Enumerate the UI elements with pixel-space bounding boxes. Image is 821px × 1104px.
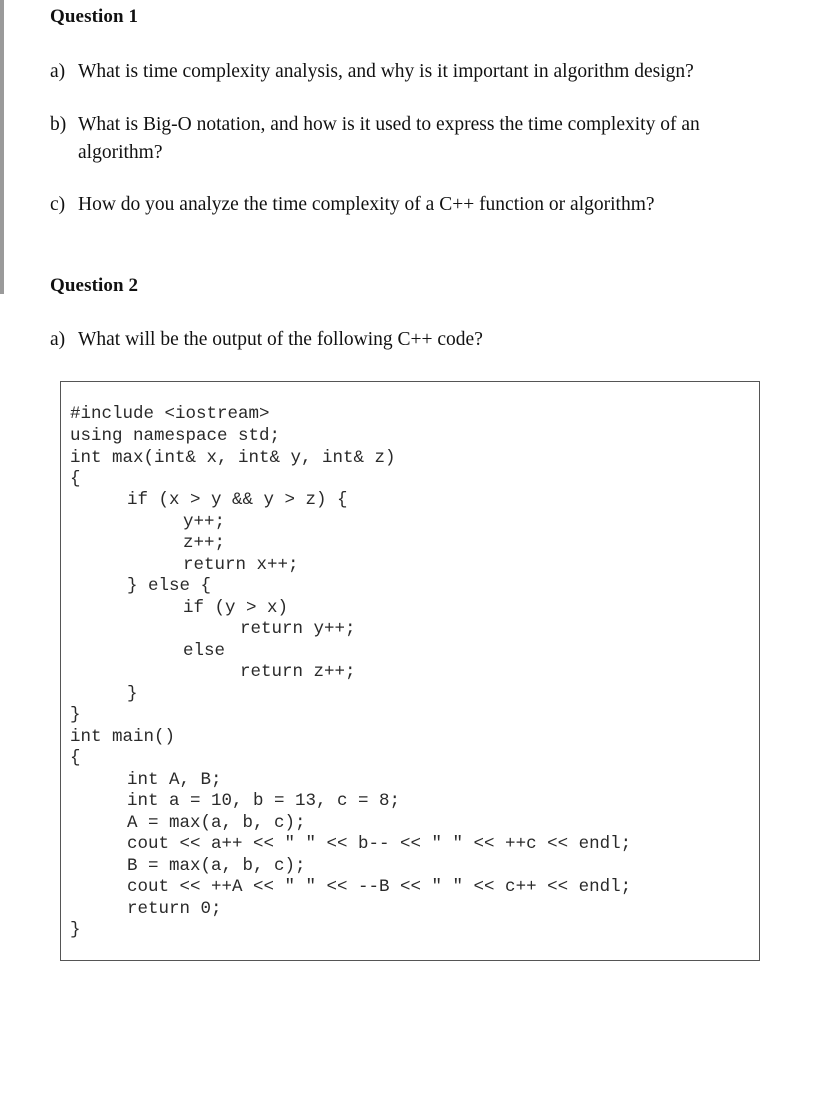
code-line: int a = 10, b = 13, c = 8; xyxy=(127,791,401,811)
code-listing-box xyxy=(60,381,760,961)
code-line: int main() xyxy=(70,727,176,747)
code-line: return y++; xyxy=(240,619,356,639)
code-line: return x++; xyxy=(183,555,299,575)
question-2a xyxy=(50,326,780,354)
code-line: B = max(a, b, c); xyxy=(127,856,306,876)
code-line: return 0; xyxy=(127,899,222,919)
question-1a xyxy=(50,58,780,86)
code-line: y++; xyxy=(183,512,226,532)
code-line: int A, B; xyxy=(127,770,222,790)
code-line: } xyxy=(70,920,81,940)
code-line: cout << a++ << " " << b-- << " " << ++c << endl; xyxy=(127,834,632,854)
code-line: if (x > y && y > z) { xyxy=(127,490,348,510)
code-line: } else { xyxy=(127,576,212,596)
code-line: A = max(a, b, c); xyxy=(127,813,306,833)
question-1a-text: What is time complexity analysis, and why is it important in algorithm design? xyxy=(78,61,694,82)
question-1a-label: a) xyxy=(50,61,66,82)
page-edge-bar xyxy=(0,0,4,294)
question-2-heading: Question 2 xyxy=(50,275,139,296)
question-1b-text: What is Big-O notation, and how is it used to express the time complexity of an algorithm? xyxy=(78,114,700,163)
question-1c-text: How do you analyze the time complexity of a C++ function or algorithm? xyxy=(78,194,655,215)
code-line: } xyxy=(127,684,138,704)
question-1c xyxy=(50,191,780,219)
code-line: z++; xyxy=(183,533,226,553)
question-2a-text: What will be the output of the following C++ code? xyxy=(78,329,483,350)
question-2a-label: a) xyxy=(50,329,66,350)
code-line: #include <iostream> xyxy=(70,404,270,424)
question-1b xyxy=(50,111,780,167)
code-line: } xyxy=(70,705,81,725)
code-line: using namespace std; xyxy=(70,426,281,446)
code-line: else xyxy=(183,641,226,661)
code-line: { xyxy=(70,748,81,768)
code-line: return z++; xyxy=(240,662,356,682)
code-line: cout << ++A << " " << --B << " " << c++ << endl; xyxy=(127,877,632,897)
question-1c-label: c) xyxy=(50,194,66,215)
question-1-heading: Question 1 xyxy=(50,6,139,27)
code-line: if (y > x) xyxy=(183,598,289,618)
code-line: { xyxy=(70,469,81,489)
question-1b-label: b) xyxy=(50,114,67,135)
code-line: int max(int& x, int& y, int& z) xyxy=(70,448,396,468)
